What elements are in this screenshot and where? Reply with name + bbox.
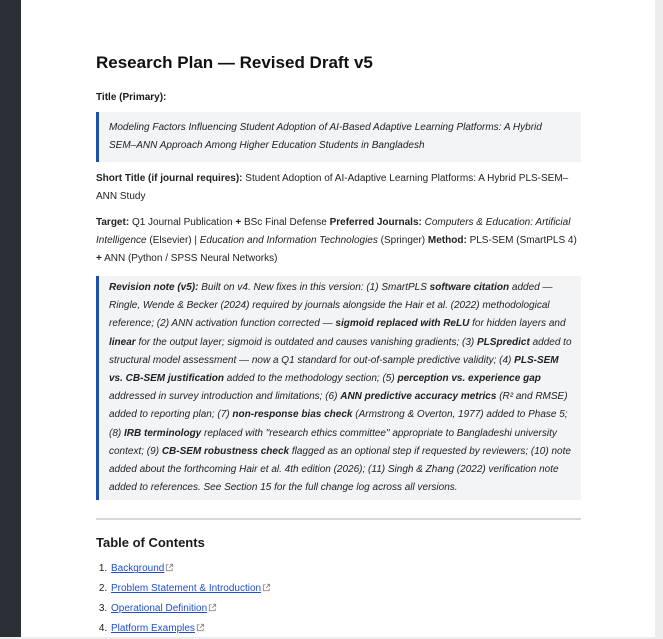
section-divider (96, 518, 581, 520)
revision-note-emphasis: non-response bias check (232, 409, 353, 421)
journal-1-publisher: (Elsevier) | (149, 235, 197, 246)
external-link-icon (196, 623, 205, 632)
revision-note-text: (Armstrong & Overton, 1977) added to Phase 5; (8) (109, 409, 568, 439)
revision-note-blockquote (96, 276, 581, 500)
target-text-2: BSc Final Defense (243, 217, 327, 228)
revision-note-emphasis: linear (109, 336, 136, 348)
left-dark-sidebar (0, 0, 21, 637)
table-of-contents (96, 559, 581, 639)
revision-note-text: added to structural model assessment — now a Q1 standard for out-of-sample predictive validity; (4) (109, 336, 572, 366)
revision-note-text: flagged as an optional step if requested by reviewers; (10) note added about the forthcoming Hair et al. 4th edition (2026); (11) Singh & Zhang (2022) verification note added to references. See Section 15 for the full change log across all versions. (109, 445, 571, 494)
target-paragraph (96, 214, 581, 268)
revision-note-emphasis: ANN predictive accuracy metrics (340, 391, 497, 403)
revision-note-emphasis: perception vs. experience gap (397, 373, 541, 385)
revision-note-text: replaced with "research ethics committee" appropriate to Bangladeshi university context; (9) (109, 427, 557, 457)
toc-link-background[interactable]: Background (111, 563, 165, 575)
target-plus: + (235, 217, 242, 228)
toc-item (110, 619, 581, 639)
target-text: Q1 Journal Publication (131, 217, 233, 228)
toc-item (110, 579, 581, 599)
external-link-icon (165, 563, 174, 572)
external-link-icon (262, 583, 271, 592)
toc-item (110, 599, 581, 619)
revision-note-emphasis: PLSpredict (477, 336, 530, 348)
external-link-icon (208, 603, 217, 612)
target-label: Target: (96, 217, 130, 228)
revision-note-text: (R² and RMSE) added to reporting plan; (7) (109, 391, 568, 421)
revision-note-text: addressed in survey introduction and limitations; (6) (109, 391, 338, 403)
revision-note-label: Revision note (v5): (109, 282, 199, 293)
title-blockquote: Modeling Factors Influencing Student Adoption of AI-Based Adaptive Learning Platforms: A Hybrid SEM–ANN Approach Among Higher Education Students in Bangladesh (96, 112, 581, 162)
revision-note-text: added — Ringle, Wende & Becker (2024) required by journals alongside the Hair et al. (2022) methodological reference; (2) ANN activation function corrected — (109, 282, 553, 330)
journal-2-publisher: (Springer) (380, 235, 426, 246)
revision-note-emphasis: software citation (429, 282, 510, 293)
revision-note-text: for hidden layers and (472, 318, 566, 330)
journal-2: Education and Information Technologies (199, 235, 378, 246)
toc-heading: Table of Contents (96, 535, 205, 551)
toc-link-problem-statement[interactable]: Problem Statement & Introduction (111, 583, 262, 595)
method-text-2: ANN (Python / SPSS Neural Networks) (104, 253, 278, 264)
title-primary-label: Title (Primary): (96, 92, 167, 103)
journal-1: Computers & Education: Artificial Intelligence (96, 217, 571, 246)
revision-note-emphasis: IRB terminology (124, 427, 202, 439)
journals-label: Preferred Journals: (329, 217, 422, 228)
revision-note-emphasis: sigmoid replaced with ReLU (335, 318, 470, 330)
short-title-paragraph (96, 170, 581, 206)
toc-item (110, 559, 581, 579)
short-title-text: Student Adoption of AI-Adaptive Learning Platforms: A Hybrid PLS-SEM–ANN Study (96, 173, 569, 202)
revision-note-text: Built on v4. New fixes in this version: (1) SmartPLS (201, 282, 427, 293)
revision-note-text: for the output layer; sigmoid is outdated and causes vanishing gradients; (3) (138, 336, 475, 348)
document-content (96, 52, 581, 639)
toc-link-platform-examples[interactable]: Platform Examples (111, 623, 195, 635)
method-text: PLS-SEM (SmartPLS 4) (469, 235, 577, 246)
method-plus: + (96, 253, 102, 264)
revision-note-emphasis: CB-SEM robustness check (161, 445, 290, 457)
short-title-label: Short Title (if journal requires): (96, 173, 243, 184)
method-label: Method: (427, 235, 467, 246)
revision-note-text: added to the methodology section; (5) (226, 373, 395, 385)
revision-note-emphasis: PLS-SEM vs. CB-SEM justification (109, 354, 559, 385)
toc-link-operational-definition[interactable]: Operational Definition (111, 603, 208, 615)
page-title: Research Plan — Revised Draft v5 (96, 53, 373, 72)
